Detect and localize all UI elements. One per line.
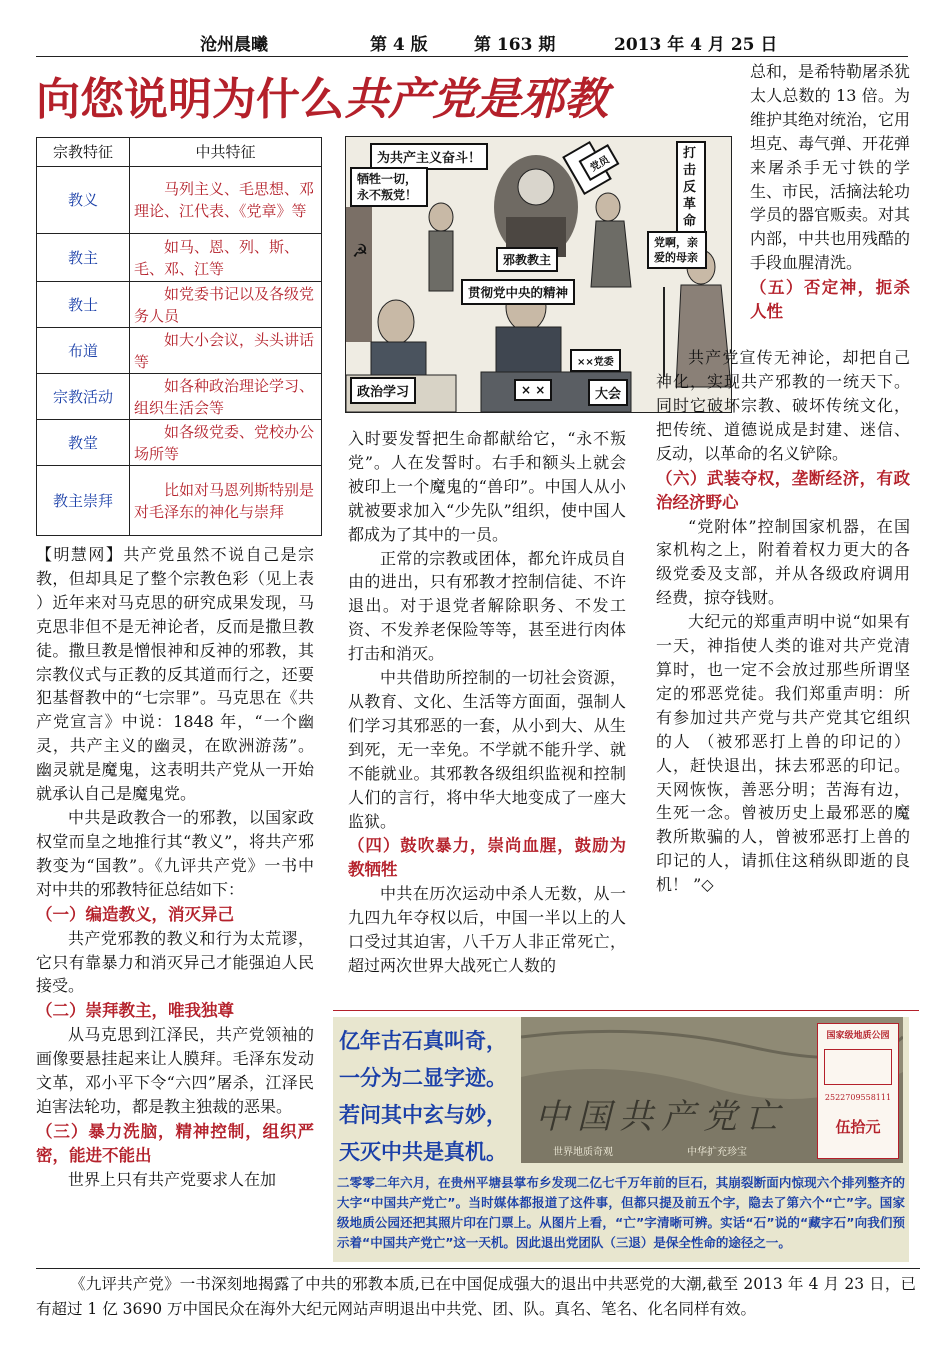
table-header-ccp: 中共特征	[130, 138, 322, 167]
article-column-3	[656, 346, 910, 897]
issue-date: 2013 年 4 月 25 日	[614, 35, 778, 55]
poem-line: 亿年古石真叫奇，	[339, 1029, 507, 1053]
footer-rule	[36, 1268, 920, 1269]
ad-poem	[339, 1023, 519, 1171]
header-rule	[36, 56, 908, 57]
ticket-stamp	[824, 1049, 892, 1085]
ticket-price: 伍拾元	[835, 1118, 881, 1136]
poem-line: 若问其中玄与妙，	[339, 1103, 507, 1127]
cartoon-label-xx: × ×	[514, 379, 552, 401]
table-value: 马列主义、毛思想、邓理论、江代表、《党章》等	[130, 167, 322, 234]
table-row	[37, 167, 322, 234]
ad-caption: 二零零二年六月，在贵州平塘县掌布乡发现二亿七千万年前的巨石，其崩裂断面内惊现六个排列整齐的大字“中国共产党亡”。当时媒体都报道了这件事，但都只提及前五个字，隐去了第六个“亡”字。国家级地质公园还把其照片印在门票上。从图片上看，“亡”字清晰可辨。实话“石”说的“藏字石”向我们预示着“中国共产党亡”这一天机。因此退出党团队（三退）是保全性命的途径之一。	[337, 1175, 905, 1250]
park-ticket	[817, 1023, 899, 1159]
stone-photo	[521, 1017, 903, 1163]
table-key: 布道	[37, 328, 130, 374]
cartoon-label-study: 政治学习	[350, 377, 416, 404]
cartoon-label-spirit: 贯彻党中央的精神	[461, 279, 575, 305]
cartoon-bubble-party: 党啊，亲爱的母亲	[647, 231, 707, 269]
stone-advertisement	[333, 1017, 909, 1262]
table-row	[37, 234, 322, 282]
cartoon-label-xxparty: ××党委	[570, 349, 621, 372]
table-key: 教主崇拜	[37, 466, 130, 536]
poem-line: 天灭中共是真机。	[339, 1140, 507, 1164]
paragraph: 入时要发誓把生命都献给它，“永不叛党”。人在发誓时。右手和额头上就会被印上一个魔鬼的“兽印”。中国人从小就被要求加入“少先队”组织，使中国人都成为了其中的一员。	[348, 429, 626, 544]
table-row	[37, 466, 322, 536]
section-heading: （四）鼓吹暴力，崇尚血腥，鼓励为教牺牲	[348, 836, 626, 880]
table-header-religion: 宗教特征	[37, 138, 130, 167]
paragraph: 世界上只有共产党要求人在加	[68, 1169, 277, 1189]
paragraph: 共产党邪教的教义和行为太荒谬，它只有靠暴力和消灭异己才能强迫人民接受。	[36, 928, 314, 996]
paragraph: 【明慧网】共产党虽然不说自己是宗教，但却具足了整个宗教色彩（见上表 ）近年来对马克思的研究成果发现，马克思非但不是无神论者，反而是撒旦教徒。撒旦教是憎恨神和反神的邪教，其宗教仪式与正教的反其道而行之，还要犯基督教中的“七宗罪”。马克思在《共产党宣言》中说：1848 年，“一个幽灵，共产主义的幽灵，在欧洲游荡”。幽灵就是魔鬼，这表明共产党从一开始就承认自己是魔鬼党。	[36, 545, 314, 804]
paragraph: 共产党宣传无神论，却把自己神化，实现共产邪教的一统天下。同时它破坏宗教、破坏传统文化，把传统、道德说成是封建、迷信、反动，以革命的名义铲除。	[656, 348, 910, 463]
footer-statement: 《九评共产党》一书深刻地揭露了中共的邪教本质,已在中国促成强大的退出中共恶党的大潮,截至 2013 年 4 月 23 日，已有超过 1 亿 3690 万中国民众在海外大纪元网站声明退出中共党、团、队。真名、笔名、化名同样有效。	[36, 1275, 916, 1318]
table-value: 比如对马恩列斯特别是对毛泽东的神化与崇拜	[130, 466, 322, 536]
cartoon-bubble-fight: 为共产主义奋斗！	[370, 143, 488, 170]
table-value: 如各种政治理论学习、组织生活会等	[130, 374, 322, 420]
page-title	[36, 70, 746, 130]
table-key: 宗教活动	[37, 374, 130, 420]
table-value: 如各级党委、党校办公场所等	[130, 420, 322, 466]
title-part-2: 共产党是邪教	[344, 74, 608, 125]
poem-line: 一分为二显字迹。	[339, 1066, 507, 1090]
table-row	[37, 328, 322, 374]
cartoon-sign-oath: 党员	[579, 144, 620, 181]
table-row	[37, 282, 322, 328]
carved-characters: 中国共产党亡	[535, 1097, 787, 1137]
table-key: 教义	[37, 167, 130, 234]
paragraph: 大纪元的郑重声明中说“如果有一天，神指使人类的谁对共产党清算时，也一定不会放过那些所谓坚定的邪恶党徒。我们郑重声明：所有参加过共产党与共产党其它组织的人 （被邪恶打上兽的印记的）人，赶快退出，抹去邪恶的印记。天网恢恢，善恶分明；苦海有边，生死一念。曾被历史上最邪恶的魔教所欺骗的人，曾被邪恶打上兽的印记的人，请抓住这稍纵即逝的良机！ ”◇	[656, 612, 910, 895]
table-key: 教士	[37, 282, 130, 328]
cartoon-label-leader: 邪教教主	[496, 247, 558, 272]
section-heading: （三）暴力洗脑，精神控制，组织严密，能进不能出	[36, 1121, 314, 1165]
ticket-title: 国家级地质公园	[826, 1031, 890, 1041]
table-value: 如党委书记以及各级党务人员	[130, 282, 322, 328]
title-part-1: 向您说明为什么	[36, 74, 344, 125]
paper-name: 沧州晨曦	[200, 35, 268, 55]
article-column-1	[36, 543, 314, 1192]
paragraph: 中共借助所控制的一切社会资源，从教育、文化、生活等方面面，强制人们学习其邪恶的一套，从小到大、从生到死，无一幸免。不学就不能升学、就不能就业。其邪教各级组织监视和控制人们的言行，将中华大地变成了一座大监狱。	[348, 668, 626, 831]
paragraph: 总和，是希特勒屠杀犹太人总数的 13 倍。为维护其绝对统治，它用坦克、毒气弹、开花弹来屠杀手无寸铁的学生、市民，活摘法轮功学员的器官贩卖。对其内部，中共也用残酷的手段血腥清洗。	[750, 62, 911, 273]
photo-label-left: 世界地质奇观	[553, 1147, 613, 1158]
paragraph: 中共是政教合一的邪教，以国家政权堂而皇之地推行其“教义”，将共产邪教变为“国教”。《九评共产党》一书中对中共的邪教特征总结如下：	[36, 807, 314, 899]
article-column-3-top	[750, 60, 910, 324]
article-column-2	[348, 427, 626, 978]
cartoon-label-meeting: 大会	[588, 379, 628, 406]
ticket-number: 2522709558111	[824, 1093, 892, 1102]
edition-number: 第 4 版	[370, 35, 428, 55]
section-heading: （六）武装夺权，垄断经济，有政治经济野心	[656, 468, 910, 512]
paragraph: 中共在历次运动中杀人无数，从一九四九年夺权以后，中国一半以上的人口受过其迫害，八千万人非正常死亡，超过两次世界大战死亡人数的	[348, 884, 626, 976]
feature-table	[36, 137, 322, 536]
section-heading: （一）编造教义，消灭异己	[36, 904, 234, 924]
paragraph: “党附体”控制国家机器，在国家机构之上，附着着权力更大的各级党委及支部，并从各级政府调用经费，掠夺钱财。	[656, 516, 910, 608]
svg-text:☭: ☭	[352, 241, 369, 262]
table-row	[37, 420, 322, 466]
paragraph: 正常的宗教或团体，都允许成员自由的进出，只有邪教才控制信徒、不许退出。对于退党者解除职务、不发工资、不发养老保险等等，甚至进行肉体打击和消灭。	[348, 548, 626, 664]
paragraph: 从马克思到江泽民，共产党领袖的画像要悬挂起来让人膜拜。毛泽东发动文革，邓小平下令“六四”屠杀，江泽民迫害法轮功，都是教主独裁的恶果。	[36, 1025, 314, 1117]
cartoon-bubble-strike: 打击反革命	[676, 141, 706, 234]
photo-label-right: 中华扩充珍宝	[687, 1147, 747, 1158]
table-key: 教堂	[37, 420, 130, 466]
table-key: 教主	[37, 234, 130, 282]
table-value: 如大小会议，头头讲话等	[130, 328, 322, 374]
section-heading: （二）崇拜教主，唯我独尊	[36, 1001, 234, 1021]
issue-number: 第 163 期	[474, 35, 556, 55]
ad-separator-rule	[333, 1010, 919, 1011]
table-value: 如马、恩、列、斯、毛、邓、江等	[130, 234, 322, 282]
section-heading: （五）否定神，扼杀人性	[750, 278, 910, 322]
table-row	[37, 374, 322, 420]
cartoon-bubble-sacrifice: 牺牲一切，永不叛党！	[350, 167, 428, 207]
